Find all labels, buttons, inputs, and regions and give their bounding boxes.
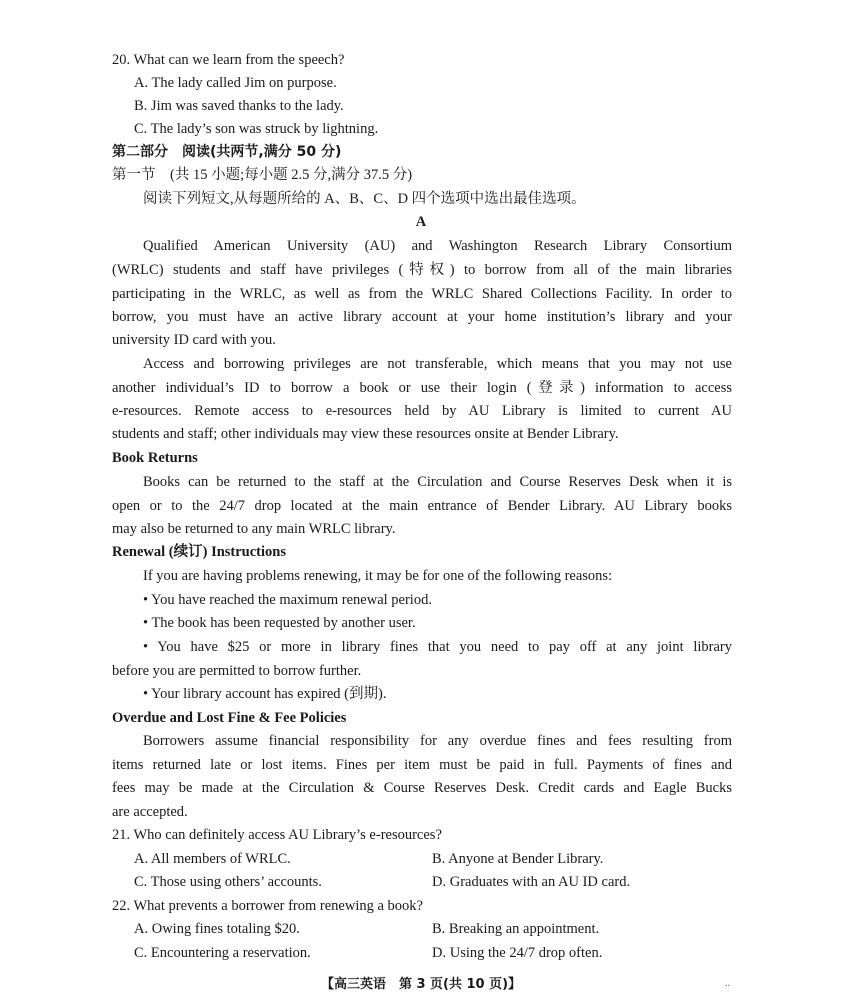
p3-line3: may also be returned to any main WRLC library.: [112, 521, 396, 537]
page-footer: 【高三英语 第 3 页(共 10 页)】: [320, 977, 522, 992]
q22-option-c: C. Encountering a reservation.: [134, 945, 311, 961]
q22-option-b: B. Breaking an appointment.: [432, 921, 600, 937]
q22-option-a: A. Owing fines totaling $20.: [134, 921, 300, 937]
bullet-1: • You have reached the maximum renewal period.: [143, 592, 432, 608]
passage-letter: A: [415, 214, 427, 230]
p5-line4: are accepted.: [112, 804, 188, 820]
p5-line2: items returned late or lost items. Fines per item must be paid in full. Payments of fines and: [112, 757, 732, 773]
heading-book-returns: Book Returns: [112, 450, 198, 466]
bullet-2: • The book has been requested by another user.: [143, 615, 416, 631]
section-instruction: 阅读下列短文,从每题所给的 A、B、C、D 四个选项中选出最佳选项。: [143, 191, 586, 207]
heading-renewal: Renewal (续订) Instructions: [112, 544, 286, 560]
p1-line5: university ID card with you.: [112, 332, 276, 348]
bullet-4: • Your library account has expired (到期).: [143, 686, 387, 702]
heading-overdue: Overdue and Lost Fine & Fee Policies: [112, 710, 347, 726]
q21-option-b: B. Anyone at Bender Library.: [432, 851, 604, 867]
bullet-3-line2: before you are permitted to borrow further.: [112, 663, 362, 679]
p5-line3: fees may be made at the Circulation & Course Reserves Desk. Credit cards and Eagle Bucks: [112, 780, 732, 796]
p4: If you are having problems renewing, it may be for one of the following reasons:: [143, 568, 613, 584]
p2-line2: another individual’s ID to borrow a book or use their login (登录) information to access: [112, 380, 732, 396]
q21-option-c: C. Those using others’ accounts.: [134, 874, 322, 890]
p3-line2: open or to the 24/7 drop located at the main entrance of Bender Library. AU Library books: [112, 498, 732, 514]
p2-line3: e-resources. Remote access to e-resources held by AU Library is limited to current AU: [112, 403, 732, 419]
q20-option-a: A. The lady called Jim on purpose.: [134, 75, 337, 91]
q22-stem: 22. What prevents a borrower from renewing a book?: [112, 898, 423, 914]
section1-title: 第一节 (共 15 小题;每小题 2.5 分,满分 37.5 分): [112, 167, 413, 183]
p2-line4: students and staff; other individuals may view these resources onsite at Bender Library.: [112, 426, 619, 442]
corner-mark: ..: [725, 978, 730, 989]
q20-stem: 20. What can we learn from the speech?: [112, 52, 345, 68]
p1-line1: Qualified American University (AU) and Washington Research Library Consortium: [143, 238, 732, 254]
q20-option-c: C. The lady’s son was struck by lightning.: [134, 121, 379, 137]
part2-title: 第二部分 阅读(共两节,满分 50 分): [112, 144, 342, 160]
q20-option-b: B. Jim was saved thanks to the lady.: [134, 98, 344, 114]
q21-stem: 21. Who can definitely access AU Library’s e-resources?: [112, 827, 442, 843]
p1-line4: borrow, you must have an active library account at your home institution’s library and your: [112, 309, 732, 325]
p3-line1: Books can be returned to the staff at the Circulation and Course Reserves Desk when it is: [143, 474, 732, 490]
p1-line3: participating in the WRLC, as well as from the WRLC Shared Collections Facility. In order to: [112, 286, 732, 302]
q22-option-d: D. Using the 24/7 drop often.: [432, 945, 603, 961]
q21-option-a: A. All members of WRLC.: [134, 851, 291, 867]
p2-line1: Access and borrowing privileges are not transferable, which means that you may not use: [143, 356, 732, 372]
bullet-3-line1: • You have $25 or more in library fines that you need to pay off at any joint library: [143, 639, 732, 655]
p5-line1: Borrowers assume financial responsibility for any overdue fines and fees resulting from: [143, 733, 732, 749]
p1-line2: (WRLC) students and staff have privileges (特权) to borrow from all of the main libraries: [112, 262, 732, 278]
q21-option-d: D. Graduates with an AU ID card.: [432, 874, 631, 890]
